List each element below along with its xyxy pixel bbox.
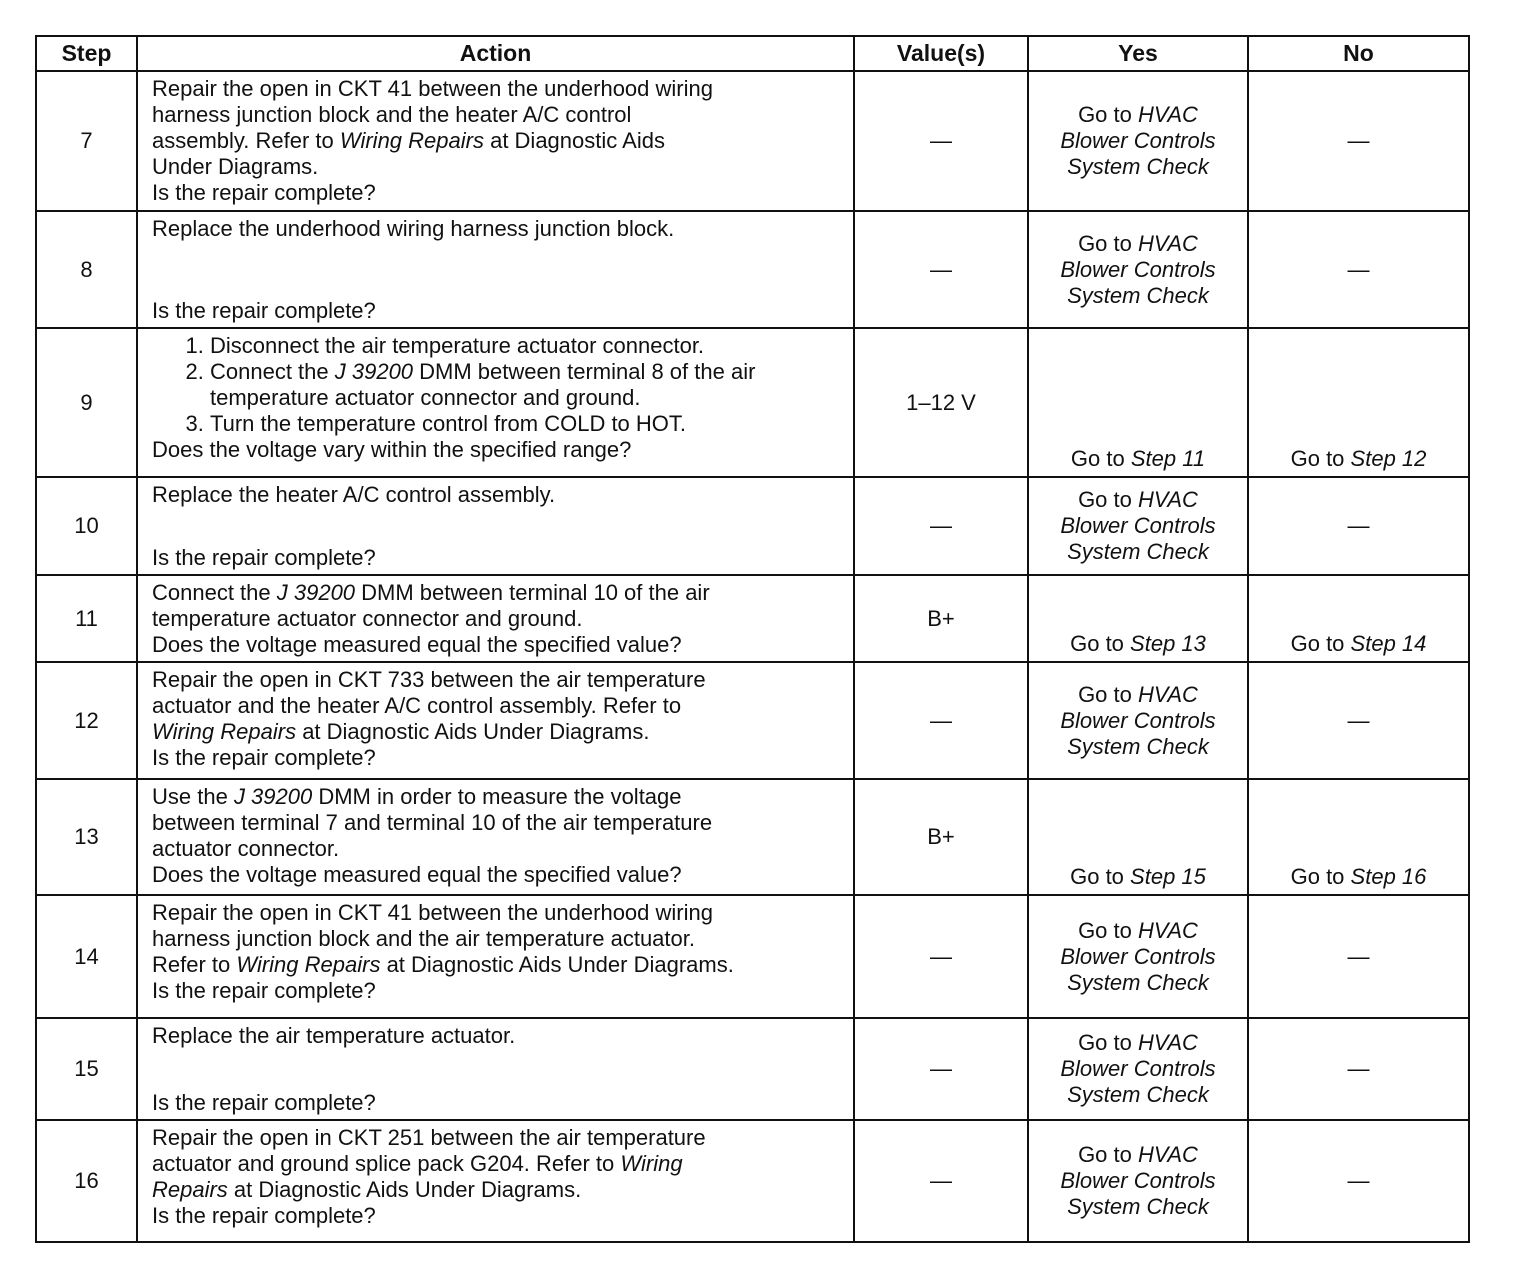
step-number: 16 (36, 1120, 137, 1242)
action-text: between terminal 7 and terminal 10 of the air temperature (152, 810, 713, 835)
action-question: Is the repair complete? (152, 545, 376, 570)
value-cell: B+ (854, 575, 1028, 662)
action-question: Is the repair complete? (152, 1203, 376, 1228)
wiring-repairs-link[interactable]: Wiring Repairs (152, 719, 297, 744)
table-row-step-15 (36, 1018, 1469, 1120)
no-cell[interactable]: Go to Step 16 (1248, 779, 1469, 895)
action-text: Repair the open in CKT 41 between the underhood wiring (152, 900, 713, 925)
no-cell: — (1248, 211, 1469, 328)
hvac-check-link[interactable]: HVAC (1138, 230, 1198, 256)
step-number: 8 (36, 211, 137, 328)
action-cell: Repair the open in CKT 733 between the air temperature actuator and the heater A/C control assembly. Refer to Wiring Repairs at Diagnostic Aids Under Diagrams. Is the repair complete? (137, 662, 854, 779)
yes-cell[interactable]: Go to Step 13 (1028, 575, 1248, 662)
action-cell: Connect the J 39200 DMM between terminal 10 of the air temperature actuator connector and ground. Does the voltage measured equal the specified value? (137, 575, 854, 662)
yes-cell[interactable]: Go to HVAC Blower Controls System Check (1028, 477, 1248, 575)
yes-cell[interactable]: Go to Step 15 (1028, 779, 1248, 895)
header-yes: Yes (1028, 36, 1248, 71)
step-number: 10 (36, 477, 137, 575)
value-cell: — (854, 1018, 1028, 1120)
no-cell[interactable]: Go to Step 12 (1248, 328, 1469, 477)
yes-cell[interactable]: Go to Step 11 (1028, 328, 1248, 477)
wiring-repairs-link[interactable]: Wiring Repairs (339, 128, 484, 153)
table-row-step-7 (36, 71, 1469, 211)
no-cell: — (1248, 1018, 1469, 1120)
action-text: Repair the open in CKT 41 between the underhood wiring (152, 76, 713, 101)
step-number: 12 (36, 662, 137, 779)
yes-cell[interactable]: Go to HVAC Blower Controls System Check (1028, 211, 1248, 328)
action-text: Under Diagrams. (152, 154, 319, 179)
yes-cell[interactable]: Go to HVAC Blower Controls System Check (1028, 895, 1248, 1018)
action-question: Does the voltage vary within the specified range? (152, 437, 632, 462)
diagnostic-steps-table (35, 35, 1470, 1243)
action-cell: Repair the open in CKT 41 between the underhood wiring harness junction block and the air temperature actuator. Refer to Wiring Repairs at Diagnostic Aids Under Diagrams. Is the repair complete? (137, 895, 854, 1018)
tool-name: J 39200 (334, 359, 414, 384)
action-question: Is the repair complete? (152, 745, 376, 770)
action-question: Does the voltage measured equal the specified value? (152, 632, 682, 657)
table-row-step-14 (36, 895, 1469, 1018)
value-cell: — (854, 477, 1028, 575)
hvac-check-link[interactable]: HVAC (1138, 1142, 1198, 1167)
action-cell (137, 1018, 854, 1120)
list-item: 3. Turn the temperature control from COLD to HOT. (210, 411, 845, 437)
action-list (152, 333, 845, 437)
action-question: Is the repair complete? (152, 298, 376, 323)
no-cell[interactable]: Go to Step 14 (1248, 575, 1469, 662)
step-link[interactable]: Step 16 (1350, 864, 1427, 889)
value-cell: — (854, 71, 1028, 211)
action-text: harness junction block and the heater A/C control (152, 102, 632, 127)
value-cell: 1–12 V (854, 328, 1028, 477)
action-text: Replace the air temperature actuator. (152, 1023, 516, 1048)
table-row-step-13 (36, 779, 1469, 895)
yes-cell[interactable]: Go to HVAC Blower Controls System Check (1028, 1120, 1248, 1242)
hvac-check-link[interactable]: HVAC (1138, 681, 1198, 707)
action-text: at Diagnostic Aids (483, 128, 665, 153)
step-link[interactable]: Step 13 (1130, 631, 1206, 656)
action-cell (137, 71, 854, 211)
no-cell: — (1248, 477, 1469, 575)
header-row (36, 36, 1469, 71)
action-question: Is the repair complete? (152, 1090, 376, 1115)
yes-cell[interactable]: Go to HVAC Blower Controls System Check (1028, 1018, 1248, 1120)
action-text: Repair the open in CKT 733 between the air temperature (152, 667, 706, 692)
step-number: 13 (36, 779, 137, 895)
step-link[interactable]: Step 11 (1130, 446, 1206, 471)
action-cell (137, 211, 854, 328)
value-cell: — (854, 211, 1028, 328)
tool-name: J 39200 (233, 784, 313, 809)
action-question: Is the repair complete? (152, 978, 376, 1003)
step-number: 11 (36, 575, 137, 662)
step-number: 15 (36, 1018, 137, 1120)
action-text: assembly. Refer to (152, 128, 340, 153)
hvac-check-link[interactable]: HVAC (1138, 102, 1198, 127)
step-number: 7 (36, 71, 137, 211)
action-cell (137, 328, 854, 477)
table-row-step-11 (36, 575, 1469, 662)
table-row-step-10 (36, 477, 1469, 575)
yes-cell[interactable]: Go to HVAC Blower Controls System Check (1028, 662, 1248, 779)
action-cell: Repair the open in CKT 251 between the air temperature actuator and ground splice pack G204. Refer to Wiring Repairs at Diagnostic Aids Under Diagrams. Is the repair complete? (137, 1120, 854, 1242)
list-item: 2. Connect the J 39200 DMM between terminal 8 of the air temperature actuator connector and ground. (210, 359, 845, 411)
header-step: Step (36, 36, 137, 71)
table-row-step-8 (36, 211, 1469, 328)
action-cell: Use the J 39200 DMM in order to measure the voltage between terminal 7 and terminal 10 of the air temperature actuator connector. Does the voltage measured equal the specified value? (137, 779, 854, 895)
step-number: 14 (36, 895, 137, 1018)
hvac-check-link[interactable]: HVAC (1138, 1030, 1198, 1055)
hvac-check-link[interactable]: HVAC (1138, 487, 1198, 512)
wiring-repairs-link[interactable]: Wiring Repairs (236, 952, 381, 977)
step-link[interactable]: Step 14 (1350, 631, 1427, 656)
no-cell: — (1248, 71, 1469, 211)
header-value: Value(s) (854, 36, 1028, 71)
header-no: No (1248, 36, 1469, 71)
action-text: actuator connector. (152, 836, 340, 861)
action-text: harness junction block and the air temperature actuator. (152, 926, 695, 951)
hvac-check-link[interactable]: HVAC (1138, 917, 1198, 943)
table-row-step-12 (36, 662, 1469, 779)
tool-name: J 39200 (276, 580, 356, 605)
action-text: temperature actuator connector and ground. (152, 606, 583, 631)
action-text: Replace the underhood wiring harness junction block. (152, 216, 675, 241)
action-cell (137, 477, 854, 575)
value-cell: — (854, 662, 1028, 779)
table-row-step-16 (36, 1120, 1469, 1242)
action-text: actuator and the heater A/C control assembly. Refer to (152, 693, 682, 718)
value-cell: — (854, 1120, 1028, 1242)
wiring-repairs-link[interactable]: Wiring (620, 1151, 683, 1176)
value-cell: — (854, 895, 1028, 1018)
step-link[interactable]: Step 12 (1350, 446, 1427, 471)
step-link[interactable]: Step 15 (1130, 864, 1206, 889)
list-item: 1. Disconnect the air temperature actuator connector. (210, 333, 845, 359)
action-question: Is the repair complete? (152, 180, 376, 205)
no-cell: — (1248, 895, 1469, 1018)
value-cell: B+ (854, 779, 1028, 895)
header-action: Action (137, 36, 854, 71)
no-cell: — (1248, 1120, 1469, 1242)
action-question: Does the voltage measured equal the specified value? (152, 862, 682, 887)
action-text: Replace the heater A/C control assembly. (152, 482, 556, 507)
table-row-step-9 (36, 328, 1469, 477)
wiring-repairs-link[interactable]: Repairs (152, 1177, 228, 1202)
no-cell: — (1248, 662, 1469, 779)
yes-cell[interactable]: Go to HVAC Blower Controls System Check (1028, 71, 1248, 211)
step-number: 9 (36, 328, 137, 477)
